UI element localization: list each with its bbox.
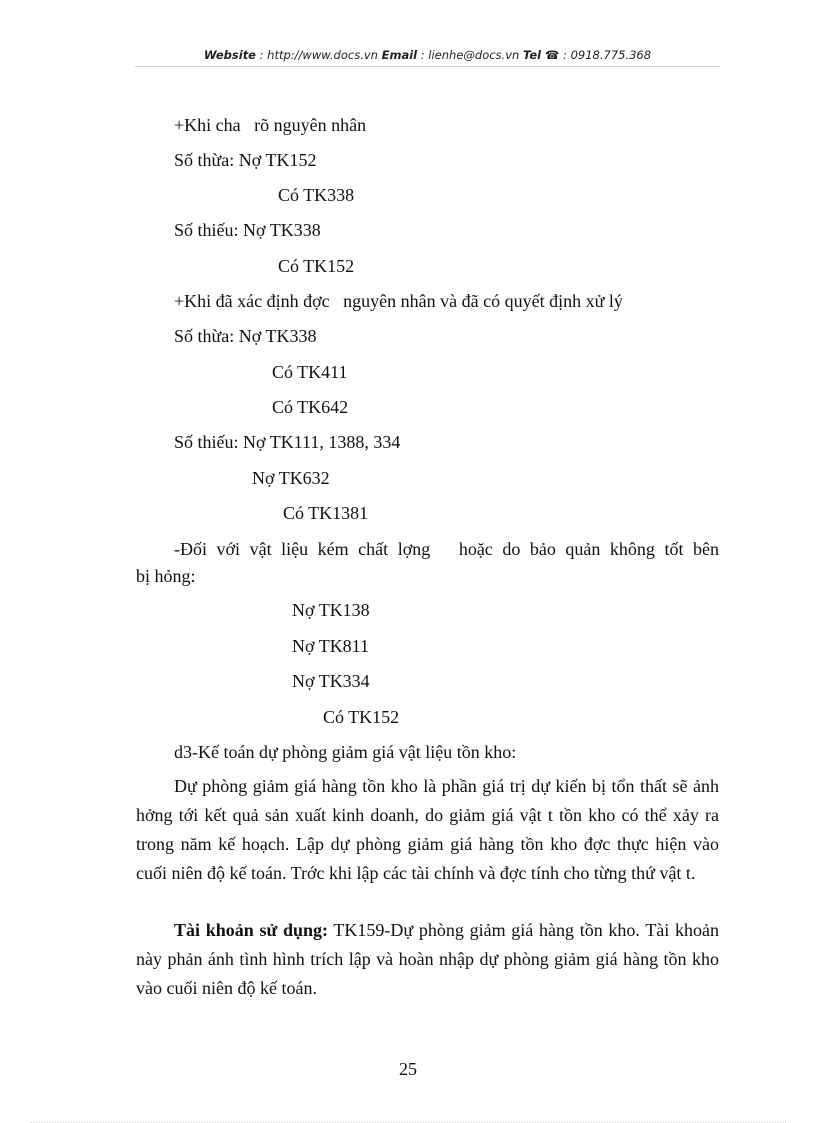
text-line: -Đối với vật liệu kém chất lợng hoặc do bảo quản không tốt bên	[174, 539, 719, 559]
paragraph-text: TK159-Dự phòng giảm giá hàng tồn kho. Tài khoản này phản ánh tình hình trích lập và hoàn nhập dự phòng giảm giá hàng tồn kho vào cuối niên độ kế toán.	[136, 920, 720, 998]
text-line: Nợ TK138	[292, 600, 370, 620]
page-number: 25	[399, 1059, 417, 1079]
text-line: +Khi đã xác định đợc nguyên nhân và đã có quyết định xử lý	[174, 291, 623, 311]
text-line: Nợ TK334	[292, 671, 370, 691]
text-line: Số thừa: Nợ TK152	[174, 150, 317, 170]
text-line: Có TK1381	[283, 503, 369, 523]
website-value: : http://www.docs.vn	[256, 48, 382, 62]
website-label: Website	[203, 48, 256, 62]
text-line: Số thiếu: Nợ TK338	[174, 220, 321, 240]
text-line: Có TK338	[278, 185, 355, 205]
text-line: +Khi cha rõ nguyên nhân	[174, 115, 367, 135]
text-line: bị hỏng:	[136, 566, 196, 586]
text-line: Số thừa: Nợ TK338	[174, 326, 317, 346]
paragraph-text: Dự phòng giảm giá hàng tồn kho là phần giá trị dự kiến bị tổn thất sẽ ảnh hởng tới kết quả sản xuất kinh doanh, do giảm giá vật t tồn kho có thể xảy ra trong năm kế hoạch. Lập dự phòng giảm giá hàng tồn kho đợc thực hiện vào cuối niên độ kế toán. Trớc khi lập các tài chính và đợc tính cho từng thứ vật t.	[136, 776, 719, 883]
header-divider	[135, 66, 720, 67]
text-line: Có TK152	[278, 256, 355, 276]
email-value: : lienhe@docs.vn	[417, 48, 523, 62]
text-line: Nợ TK632	[252, 468, 330, 488]
text-line: Có TK642	[272, 397, 349, 417]
paragraph	[136, 916, 719, 1003]
text-line: Có TK152	[323, 707, 400, 727]
email-label: Email	[381, 48, 418, 62]
text-line: Nợ TK811	[292, 636, 370, 656]
tel-value: : 0918.775.368	[559, 48, 652, 62]
page-header	[135, 48, 720, 62]
text-line: Số thiếu: Nợ TK111, 1388, 334	[174, 432, 401, 452]
paragraph-bold-lead: Tài khoản sử dụng:	[174, 920, 329, 940]
paragraph	[136, 772, 719, 888]
text-line: Có TK411	[272, 362, 348, 382]
section-heading: d3-Kế toán dự phòng giảm giá vật liệu tồn kho:	[174, 742, 517, 762]
tel-label: Tel ☎	[522, 48, 560, 62]
